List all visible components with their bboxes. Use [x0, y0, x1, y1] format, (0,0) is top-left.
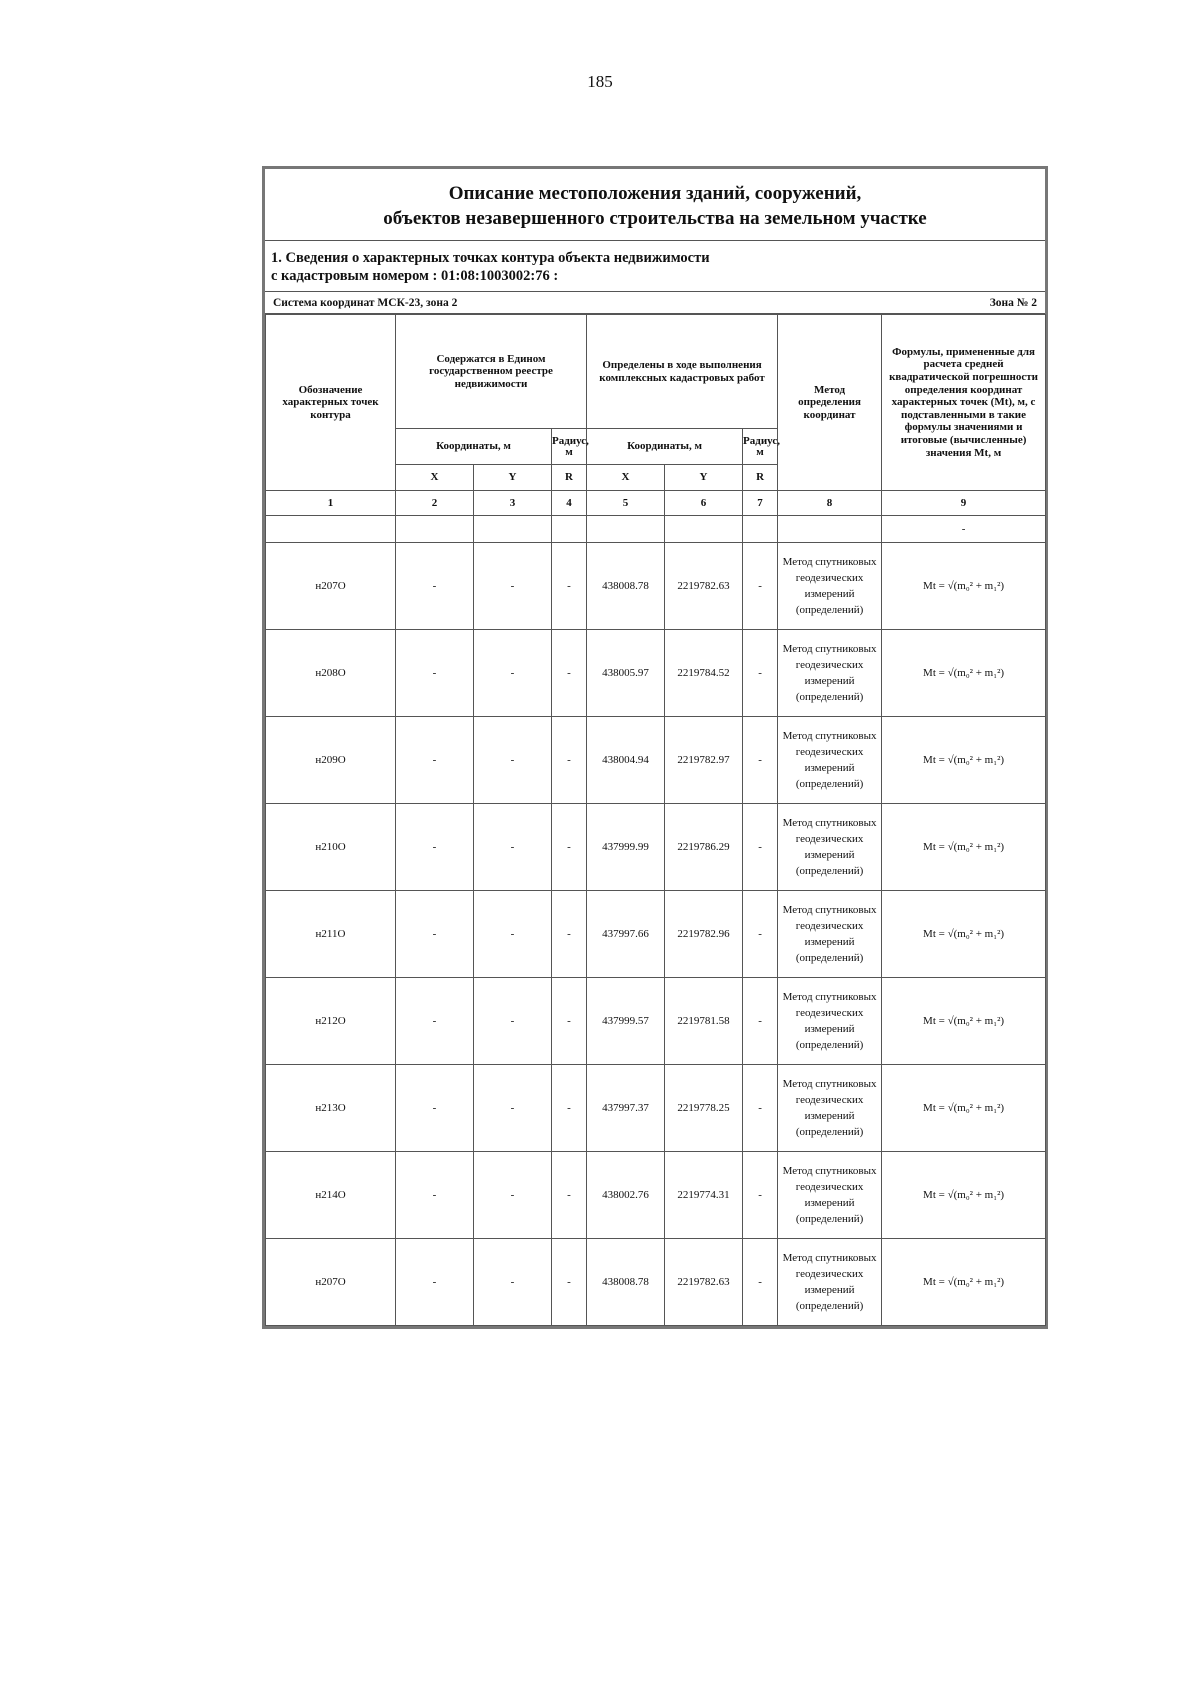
column-number: 3 — [474, 491, 552, 516]
egrn-r-cell: - — [552, 717, 587, 804]
egrn-y-cell: - — [474, 1065, 552, 1152]
formula-cell: Mt = √(m₀² + m₁²) — [882, 1152, 1046, 1239]
egrn-r-cell: - — [552, 630, 587, 717]
coordinate-system-row — [265, 292, 1045, 314]
egrn-x-cell: - — [396, 891, 474, 978]
egrn-y-cell: - — [474, 717, 552, 804]
radius-cell: - — [743, 891, 778, 978]
header-y-egrn: Y — [474, 465, 552, 491]
egrn-y-cell: - — [474, 543, 552, 630]
formula-cell: Mt = √(m₀² + m₁²) — [882, 804, 1046, 891]
x-coordinate-cell: 438002.76 — [587, 1152, 665, 1239]
point-designation-cell: н210О — [266, 804, 396, 891]
table-row — [266, 891, 1046, 978]
header-formulas: Формулы, примененные для расчета средней квадратической погрешности определения координат характерных точек (Mt), м, с подставленными в такие формулы значениями и итоговые (вычисленные) значения Mt, м — [882, 315, 1046, 491]
table-row — [266, 543, 1046, 630]
y-coordinate-cell: 2219784.52 — [665, 630, 743, 717]
table-row — [266, 978, 1046, 1065]
table-row — [266, 717, 1046, 804]
point-designation-cell: н214О — [266, 1152, 396, 1239]
formula-cell: Mt = √(m₀² + m₁²) — [882, 630, 1046, 717]
egrn-y-cell: - — [474, 891, 552, 978]
formula-cell: Mt = √(m₀² + m₁²) — [882, 717, 1046, 804]
formula-cell: Mt = √(m₀² + m₁²) — [882, 1065, 1046, 1152]
egrn-x-cell: - — [396, 1152, 474, 1239]
egrn-r-cell: - — [552, 1152, 587, 1239]
y-coordinate-cell: 2219782.96 — [665, 891, 743, 978]
table-row — [266, 1152, 1046, 1239]
egrn-r-cell: - — [552, 978, 587, 1065]
section-heading-line-2: с кадастровым номером : 01:08:1003002:76 : — [271, 268, 559, 284]
header-coordinates-egrn: Координаты, м — [396, 429, 552, 465]
document-title-line-2: объектов незавершенного строительства на земельном участке — [383, 208, 927, 229]
column-number: 5 — [587, 491, 665, 516]
x-coordinate-cell: 437999.57 — [587, 978, 665, 1065]
egrn-r-cell: - — [552, 543, 587, 630]
method-cell: Метод спутниковых геодезических измерений (определений) — [778, 804, 882, 891]
page-number: 185 — [587, 72, 613, 91]
egrn-y-cell: - — [474, 630, 552, 717]
radius-cell: - — [743, 978, 778, 1065]
document-title — [265, 169, 1045, 241]
x-coordinate-cell: 438004.94 — [587, 717, 665, 804]
header-cadastral-works: Определены в ходе выполнения комплексных кадастровых работ — [587, 315, 778, 429]
point-designation-cell: н208О — [266, 630, 396, 717]
x-coordinate-cell: 438005.97 — [587, 630, 665, 717]
column-number: 1 — [266, 491, 396, 516]
header-r-egrn: R — [552, 465, 587, 491]
formula-cell: Mt = √(m₀² + m₁²) — [882, 891, 1046, 978]
table-row — [266, 630, 1046, 717]
header-coordinates-cadastral: Координаты, м — [587, 429, 743, 465]
method-cell: Метод спутниковых геодезических измерений (определений) — [778, 978, 882, 1065]
method-cell: Метод спутниковых геодезических измерений (определений) — [778, 717, 882, 804]
egrn-r-cell: - — [552, 891, 587, 978]
egrn-x-cell: - — [396, 717, 474, 804]
header-r-cadastral: R — [743, 465, 778, 491]
header-y-cadastral: Y — [665, 465, 743, 491]
y-coordinate-cell: 2219774.31 — [665, 1152, 743, 1239]
method-cell: Метод спутниковых геодезических измерений (определений) — [778, 1239, 882, 1326]
radius-cell: - — [743, 717, 778, 804]
x-coordinate-cell: 437997.66 — [587, 891, 665, 978]
table-row — [266, 1065, 1046, 1152]
table-row — [266, 1239, 1046, 1326]
header-egrn: Содержатся в Едином государственном реестре недвижимости — [396, 315, 587, 429]
column-number: 4 — [552, 491, 587, 516]
point-designation-cell: н207О — [266, 543, 396, 630]
egrn-y-cell: - — [474, 804, 552, 891]
point-designation-cell: н207О — [266, 1239, 396, 1326]
egrn-x-cell: - — [396, 978, 474, 1065]
section-heading — [265, 241, 1045, 292]
formula-cell: Mt = √(m₀² + m₁²) — [882, 978, 1046, 1065]
method-cell: Метод спутниковых геодезических измерений (определений) — [778, 1065, 882, 1152]
column-number: 2 — [396, 491, 474, 516]
header-radius-egrn: Радиус, м — [552, 429, 587, 465]
y-coordinate-cell: 2219781.58 — [665, 978, 743, 1065]
y-coordinate-cell: 2219782.63 — [665, 543, 743, 630]
formula-cell: Mt = √(m₀² + m₁²) — [882, 543, 1046, 630]
egrn-x-cell: - — [396, 543, 474, 630]
x-coordinate-cell: 438008.78 — [587, 543, 665, 630]
radius-cell: - — [743, 1065, 778, 1152]
radius-cell: - — [743, 630, 778, 717]
x-coordinate-cell: 437997.37 — [587, 1065, 665, 1152]
formula-cell: Mt = √(m₀² + m₁²) — [882, 1239, 1046, 1326]
column-number: 7 — [743, 491, 778, 516]
column-number: 6 — [665, 491, 743, 516]
point-designation-cell: н209О — [266, 717, 396, 804]
header-x-cadastral: X — [587, 465, 665, 491]
egrn-x-cell: - — [396, 804, 474, 891]
empty-row — [266, 516, 1046, 543]
point-designation-cell: н212О — [266, 978, 396, 1065]
radius-cell: - — [743, 1152, 778, 1239]
y-coordinate-cell: 2219782.63 — [665, 1239, 743, 1326]
coordinate-system-label: Система координат МСК-23, зона 2 — [273, 297, 458, 309]
y-coordinate-cell: 2219782.97 — [665, 717, 743, 804]
egrn-y-cell: - — [474, 978, 552, 1065]
y-coordinate-cell: 2219778.25 — [665, 1065, 743, 1152]
method-cell: Метод спутниковых геодезических измерений (определений) — [778, 543, 882, 630]
table-row — [266, 804, 1046, 891]
header-radius-cadastral: Радиус, м — [743, 429, 778, 465]
point-designation-cell: н213О — [266, 1065, 396, 1152]
method-cell: Метод спутниковых геодезических измерений (определений) — [778, 630, 882, 717]
column-number: 9 — [882, 491, 1046, 516]
egrn-r-cell: - — [552, 804, 587, 891]
egrn-x-cell: - — [396, 630, 474, 717]
method-cell: Метод спутниковых геодезических измерений (определений) — [778, 891, 882, 978]
x-coordinate-cell: 437999.99 — [587, 804, 665, 891]
empty-row-dash: - — [882, 516, 1046, 543]
document-frame — [262, 166, 1048, 1329]
header-method: Метод определения координат — [778, 315, 882, 491]
radius-cell: - — [743, 1239, 778, 1326]
x-coordinate-cell: 438008.78 — [587, 1239, 665, 1326]
section-heading-line-1: 1. Сведения о характерных точках контура объекта недвижимости — [271, 250, 710, 266]
egrn-y-cell: - — [474, 1152, 552, 1239]
header-x-egrn: X — [396, 465, 474, 491]
y-coordinate-cell: 2219786.29 — [665, 804, 743, 891]
points-table — [265, 314, 1046, 1326]
egrn-r-cell: - — [552, 1239, 587, 1326]
radius-cell: - — [743, 543, 778, 630]
radius-cell: - — [743, 804, 778, 891]
document-title-line-1: Описание местоположения зданий, сооружений, — [448, 183, 862, 204]
egrn-x-cell: - — [396, 1065, 474, 1152]
column-number-row — [266, 491, 1046, 516]
points-table-body — [266, 315, 1046, 1326]
header-point-designation: Обозначение характерных точек контура — [266, 315, 396, 491]
zone-label: Зона № 2 — [989, 297, 1037, 309]
column-number: 8 — [778, 491, 882, 516]
method-cell: Метод спутниковых геодезических измерений (определений) — [778, 1152, 882, 1239]
egrn-x-cell: - — [396, 1239, 474, 1326]
egrn-r-cell: - — [552, 1065, 587, 1152]
point-designation-cell: н211О — [266, 891, 396, 978]
egrn-y-cell: - — [474, 1239, 552, 1326]
